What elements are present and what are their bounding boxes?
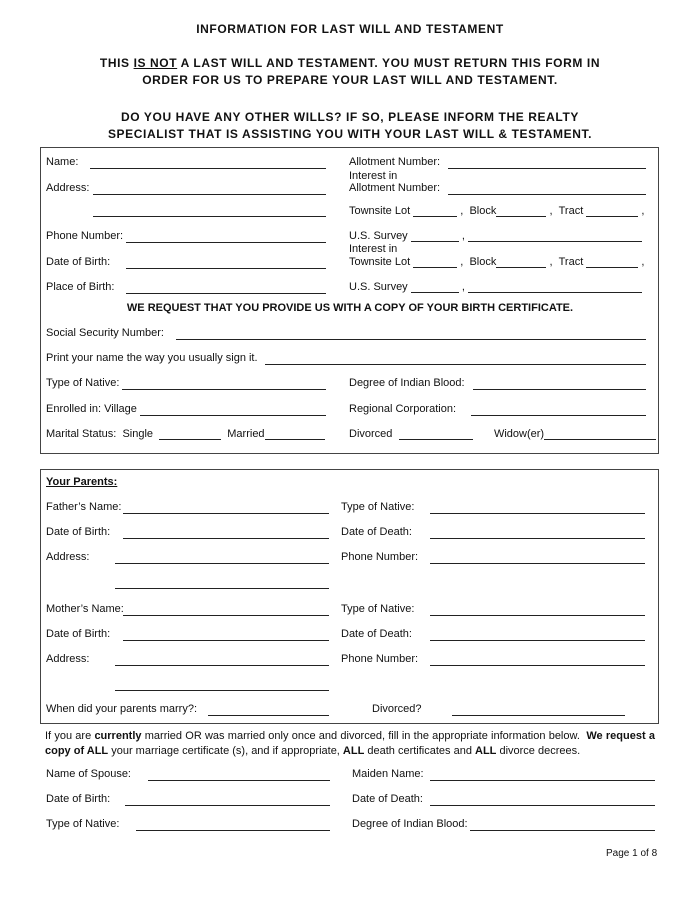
marital-status-row [46,428,325,440]
father-dob-field[interactable] [123,538,329,539]
father-name-label: Father’s Name: [46,501,122,513]
comma: , [460,256,464,268]
parents-heading-text: Your Parents: [46,476,118,488]
print-name-field[interactable] [265,364,646,365]
spouse-dob-field[interactable] [125,805,330,806]
comma: , [549,256,553,268]
widow-field[interactable] [544,428,656,440]
dob-field[interactable] [126,268,326,269]
us-survey-field-2[interactable] [468,230,642,242]
divorced-field[interactable] [399,428,473,440]
mother-dod-field[interactable] [430,640,645,641]
mother-address-field-2[interactable] [115,690,329,691]
us-survey-row-2 [349,281,642,293]
father-address-field[interactable] [115,563,329,564]
father-phone-label: Phone Number: [341,551,419,563]
para-text: death certificates and [364,745,475,757]
type-native-field[interactable] [122,389,326,390]
enrolled-field[interactable] [140,415,326,416]
tract-field[interactable] [586,256,638,268]
parents-divorced-label: Divorced? [372,703,422,715]
comma: , [549,205,553,217]
comma: , [641,256,645,268]
regional-field[interactable] [471,415,646,416]
block-label: Block [469,205,497,217]
townsite-row-1 [349,205,644,217]
address-label: Address: [46,182,90,194]
single-field[interactable] [159,428,221,440]
name-label: Name: [46,156,79,168]
address-field-2[interactable] [93,216,326,217]
maiden-name-label: Maiden Name: [352,768,424,780]
married-label: Married [227,428,265,440]
allotment-label-2: Allotment Number: [349,182,441,194]
mother-address-label: Address: [46,653,90,665]
notice-line-4: SPECIALIST THAT IS ASSISTING YOU WITH YOUR LAST WILL & TESTAMENT. [107,127,593,141]
allotment-label: Allotment Number: [349,156,441,168]
us-survey-label: U.S. Survey [349,281,408,293]
allotment-field[interactable] [448,168,646,169]
parents-marry-field[interactable] [208,715,329,716]
father-phone-field[interactable] [430,563,645,564]
mother-dob-label: Date of Birth: [46,628,111,640]
mother-phone-field[interactable] [430,665,645,666]
para-emphasis: We request a copy of ALL [45,730,655,757]
father-dod-label: Date of Death: [341,526,412,538]
tract-field[interactable] [586,205,638,217]
comma: , [461,281,465,293]
comma: , [641,205,645,217]
form-title: INFORMATION FOR LAST WILL AND TESTAMENT [196,22,504,36]
mother-name-field[interactable] [123,615,329,616]
father-type-native-field[interactable] [430,513,645,514]
spouse-dod-label: Date of Death: [352,793,423,805]
maiden-name-field[interactable] [430,780,655,781]
para-text: If you are [45,730,95,742]
spouse-name-label: Name of Spouse: [46,768,131,780]
us-survey-label: U.S. Survey [349,230,408,242]
marital-label: Marital Status: [46,428,117,440]
spouse-degree-blood-field[interactable] [470,830,655,831]
tract-label: Tract [558,256,584,268]
ssn-label: Social Security Number: [46,327,164,339]
spouse-type-native-label: Type of Native: [46,818,120,830]
pob-field[interactable] [126,293,326,294]
townsite-lot-field[interactable] [413,205,457,217]
spouse-degree-blood-label: Degree of Indian Blood: [352,818,468,830]
interest-in-label: Interest in [349,170,398,182]
notice-text: THIS [99,56,134,70]
block-label: Block [469,256,497,268]
father-name-field[interactable] [123,513,329,514]
us-survey-field[interactable] [411,281,459,293]
para-emphasis: ALL [342,745,365,757]
tract-label: Tract [558,205,584,217]
degree-blood-field[interactable] [473,389,646,390]
us-survey-field[interactable] [411,230,459,242]
us-survey-field-2[interactable] [468,281,642,293]
print-name-label: Print your name the way you usually sign it. [46,352,258,364]
mother-type-native-field[interactable] [430,615,645,616]
parents-heading [46,476,117,488]
mother-name-label: Mother’s Name: [46,603,124,615]
birth-cert-request: WE REQUEST THAT YOU PROVIDE US WITH A COPY OF YOUR BIRTH CERTIFICATE. [126,302,574,314]
spouse-dob-label: Date of Birth: [46,793,111,805]
enrolled-label: Enrolled in: Village [46,403,137,415]
name-field[interactable] [90,168,326,169]
mother-dod-label: Date of Death: [341,628,412,640]
spouse-name-field[interactable] [148,780,330,781]
single-label: Single [122,428,154,440]
mother-phone-label: Phone Number: [341,653,419,665]
parents-divorced-field[interactable] [452,715,625,716]
divorced-label: Divorced [349,428,393,440]
comma: , [460,205,464,217]
para-text: married OR was married only once and divorced, fill in the appropriate information below. [141,730,580,742]
regional-label: Regional Corporation: [349,403,457,415]
mother-address-field[interactable] [115,665,329,666]
married-field[interactable] [265,428,325,440]
widow-label: Widow(er) [493,428,545,440]
mother-dob-field[interactable] [123,640,329,641]
para-text: divorce decrees. [496,745,581,757]
marital-status-row-2 [349,428,656,440]
father-dod-field[interactable] [430,538,645,539]
page-number: Page 1 of 8 [606,848,658,859]
notice-emphasis: IS NOT [133,56,178,70]
phone-label: Phone Number: [46,230,124,242]
ssn-field[interactable] [176,339,646,340]
spouse-instructions [45,729,655,759]
notice-text: A LAST WILL AND TESTAMENT. YOU MUST RETURN THIS FORM IN [177,56,601,70]
pob-label: Place of Birth: [46,281,115,293]
phone-field[interactable] [126,242,326,243]
block-field[interactable] [496,205,546,217]
address-field[interactable] [93,194,326,195]
father-dob-label: Date of Birth: [46,526,111,538]
interest-in-label-2: Interest in [349,243,398,255]
para-emphasis: ALL [475,745,497,757]
father-address-field-2[interactable] [115,588,329,589]
townsite-lot-field[interactable] [413,256,457,268]
para-text: your marriage certificate (s), and if appropriate, [108,745,343,757]
notice-line-3: DO YOU HAVE ANY OTHER WILLS? IF SO, PLEASE INFORM THE REALTY [120,110,580,124]
father-type-native-label: Type of Native: [341,501,415,513]
us-survey-row-1 [349,230,642,242]
parents-marry-label: When did your parents marry?: [46,703,198,715]
father-address-label: Address: [46,551,90,563]
block-field[interactable] [496,256,546,268]
spouse-type-native-field[interactable] [136,830,330,831]
townsite-lot-label: Townsite Lot [349,205,411,217]
allotment-interest-field[interactable] [448,194,646,195]
townsite-lot-label: Townsite Lot [349,256,411,268]
notice-line-2: ORDER FOR US TO PREPARE YOUR LAST WILL AND TESTAMENT. [142,73,558,87]
comma: , [461,230,465,242]
townsite-row-2 [349,256,644,268]
spouse-dod-field[interactable] [430,805,655,806]
type-native-label: Type of Native: [46,377,120,389]
para-emphasis: currently [94,730,142,742]
notice-line-1 [0,56,700,70]
degree-blood-label: Degree of Indian Blood: [349,377,465,389]
dob-label: Date of Birth: [46,256,111,268]
mother-type-native-label: Type of Native: [341,603,415,615]
